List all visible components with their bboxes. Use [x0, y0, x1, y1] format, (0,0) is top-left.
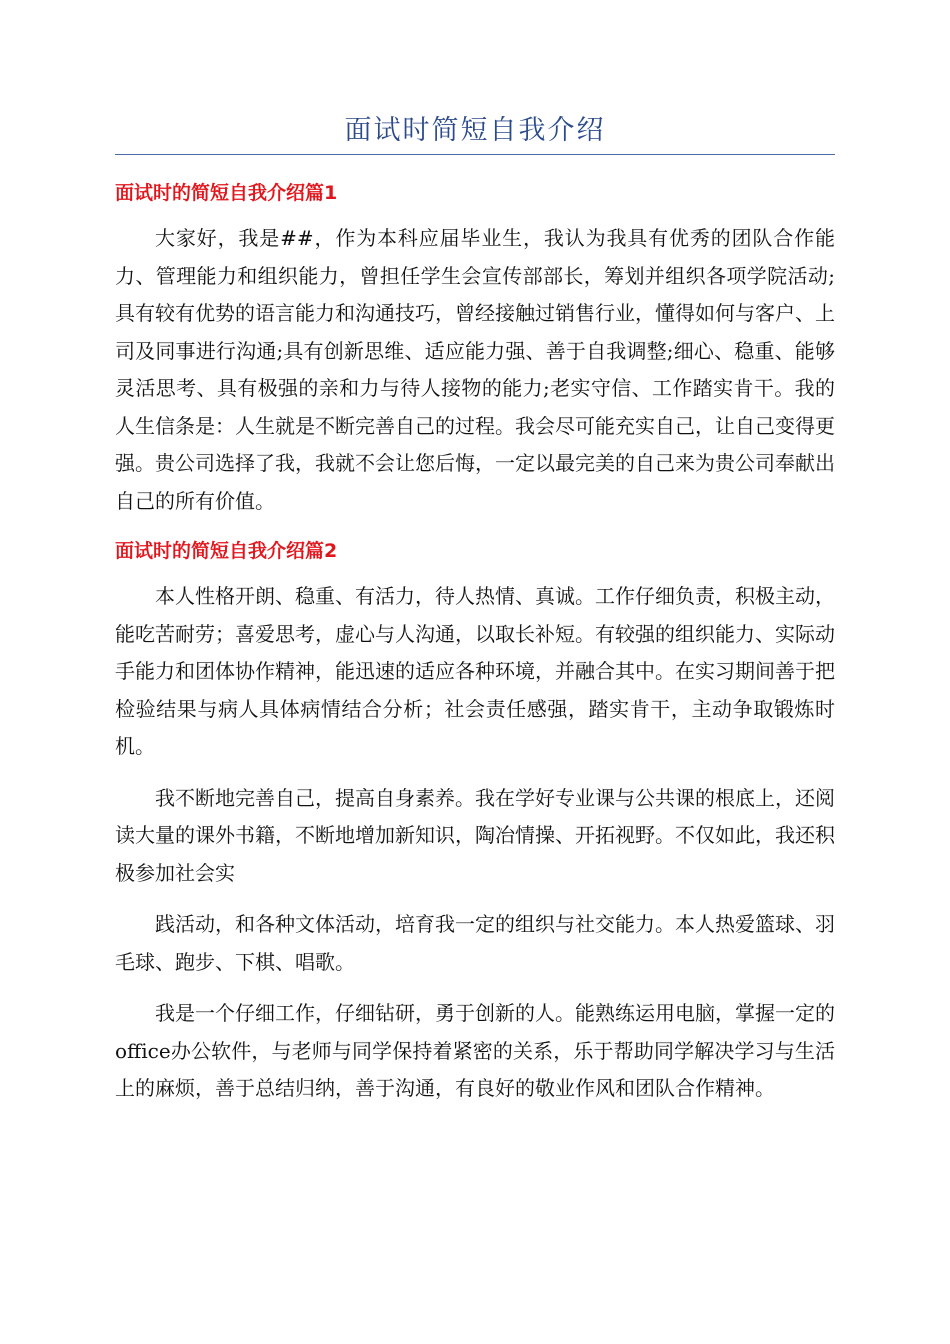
paragraph: 大家好，我是##，作为本科应届毕业生，我认为我具有优秀的团队合作能力、管理能力和组织能力，曾担任学生会宣传部部长，筹划并组织各项学院活动;具有较有优势的语言能力和沟通技巧，曾经接触过销售行业，懂得如何与客户、上司及同事进行沟通;具有创新思维、适应能力强、善于自我调整;细心、稳重、能够灵活思考、具有极强的亲和力与待人接物的能力;老实守信、工作踏实肯干。我的人生信条是：人生就是不断完善自己的过程。我会尽可能充实自己，让自己变得更强。贵公司选择了我，我就不会让您后悔，一定以最完美的自己来为贵公司奉献出自己的所有价值。	[115, 226, 835, 513]
section-2	[115, 534, 835, 1108]
document-body	[115, 176, 835, 1122]
section-heading: 面试时的简短自我介绍篇2	[115, 540, 338, 562]
section-heading: 面试时的简短自我介绍篇1	[115, 182, 338, 204]
paragraph: 我不断地完善自己，提高自身素养。我在学好专业课与公共课的根底上，还阅读大量的课外书籍，不断地增加新知识，陶冶情操、开拓视野。不仅如此，我还积极参加社会实	[115, 785, 835, 885]
document-title: 面试时简短自我介绍	[344, 115, 606, 146]
paragraph: 本人性格开朗、稳重、有活力，待人热情、真诚。工作仔细负责，积极主动，能吃苦耐劳；喜爱思考，虚心与人沟通，以取长补短。有较强的组织能力、实际动手能力和团体协作精神，能迅速的适应各种环境，并融合其中。在实习期间善于把检验结果与病人具体病情结合分析；社会责任感强，踏实肯干，主动争取锻炼时机。	[115, 584, 835, 758]
paragraph: 我是一个仔细工作，仔细钻研，勇于创新的人。能熟练运用电脑，掌握一定的office办公软件，与老师与同学保持着紧密的关系，乐于帮助同学解决学习与生活上的麻烦，善于总结归纳，善于沟通，有良好的敬业作风和团队合作精神。	[115, 1001, 835, 1100]
section-1	[115, 176, 835, 520]
title-underline	[115, 154, 835, 155]
paragraph: 践活动，和各种文体活动，培育我一定的组织与社交能力。本人热爱篮球、羽毛球、跑步、下棋、唱歌。	[115, 912, 835, 974]
